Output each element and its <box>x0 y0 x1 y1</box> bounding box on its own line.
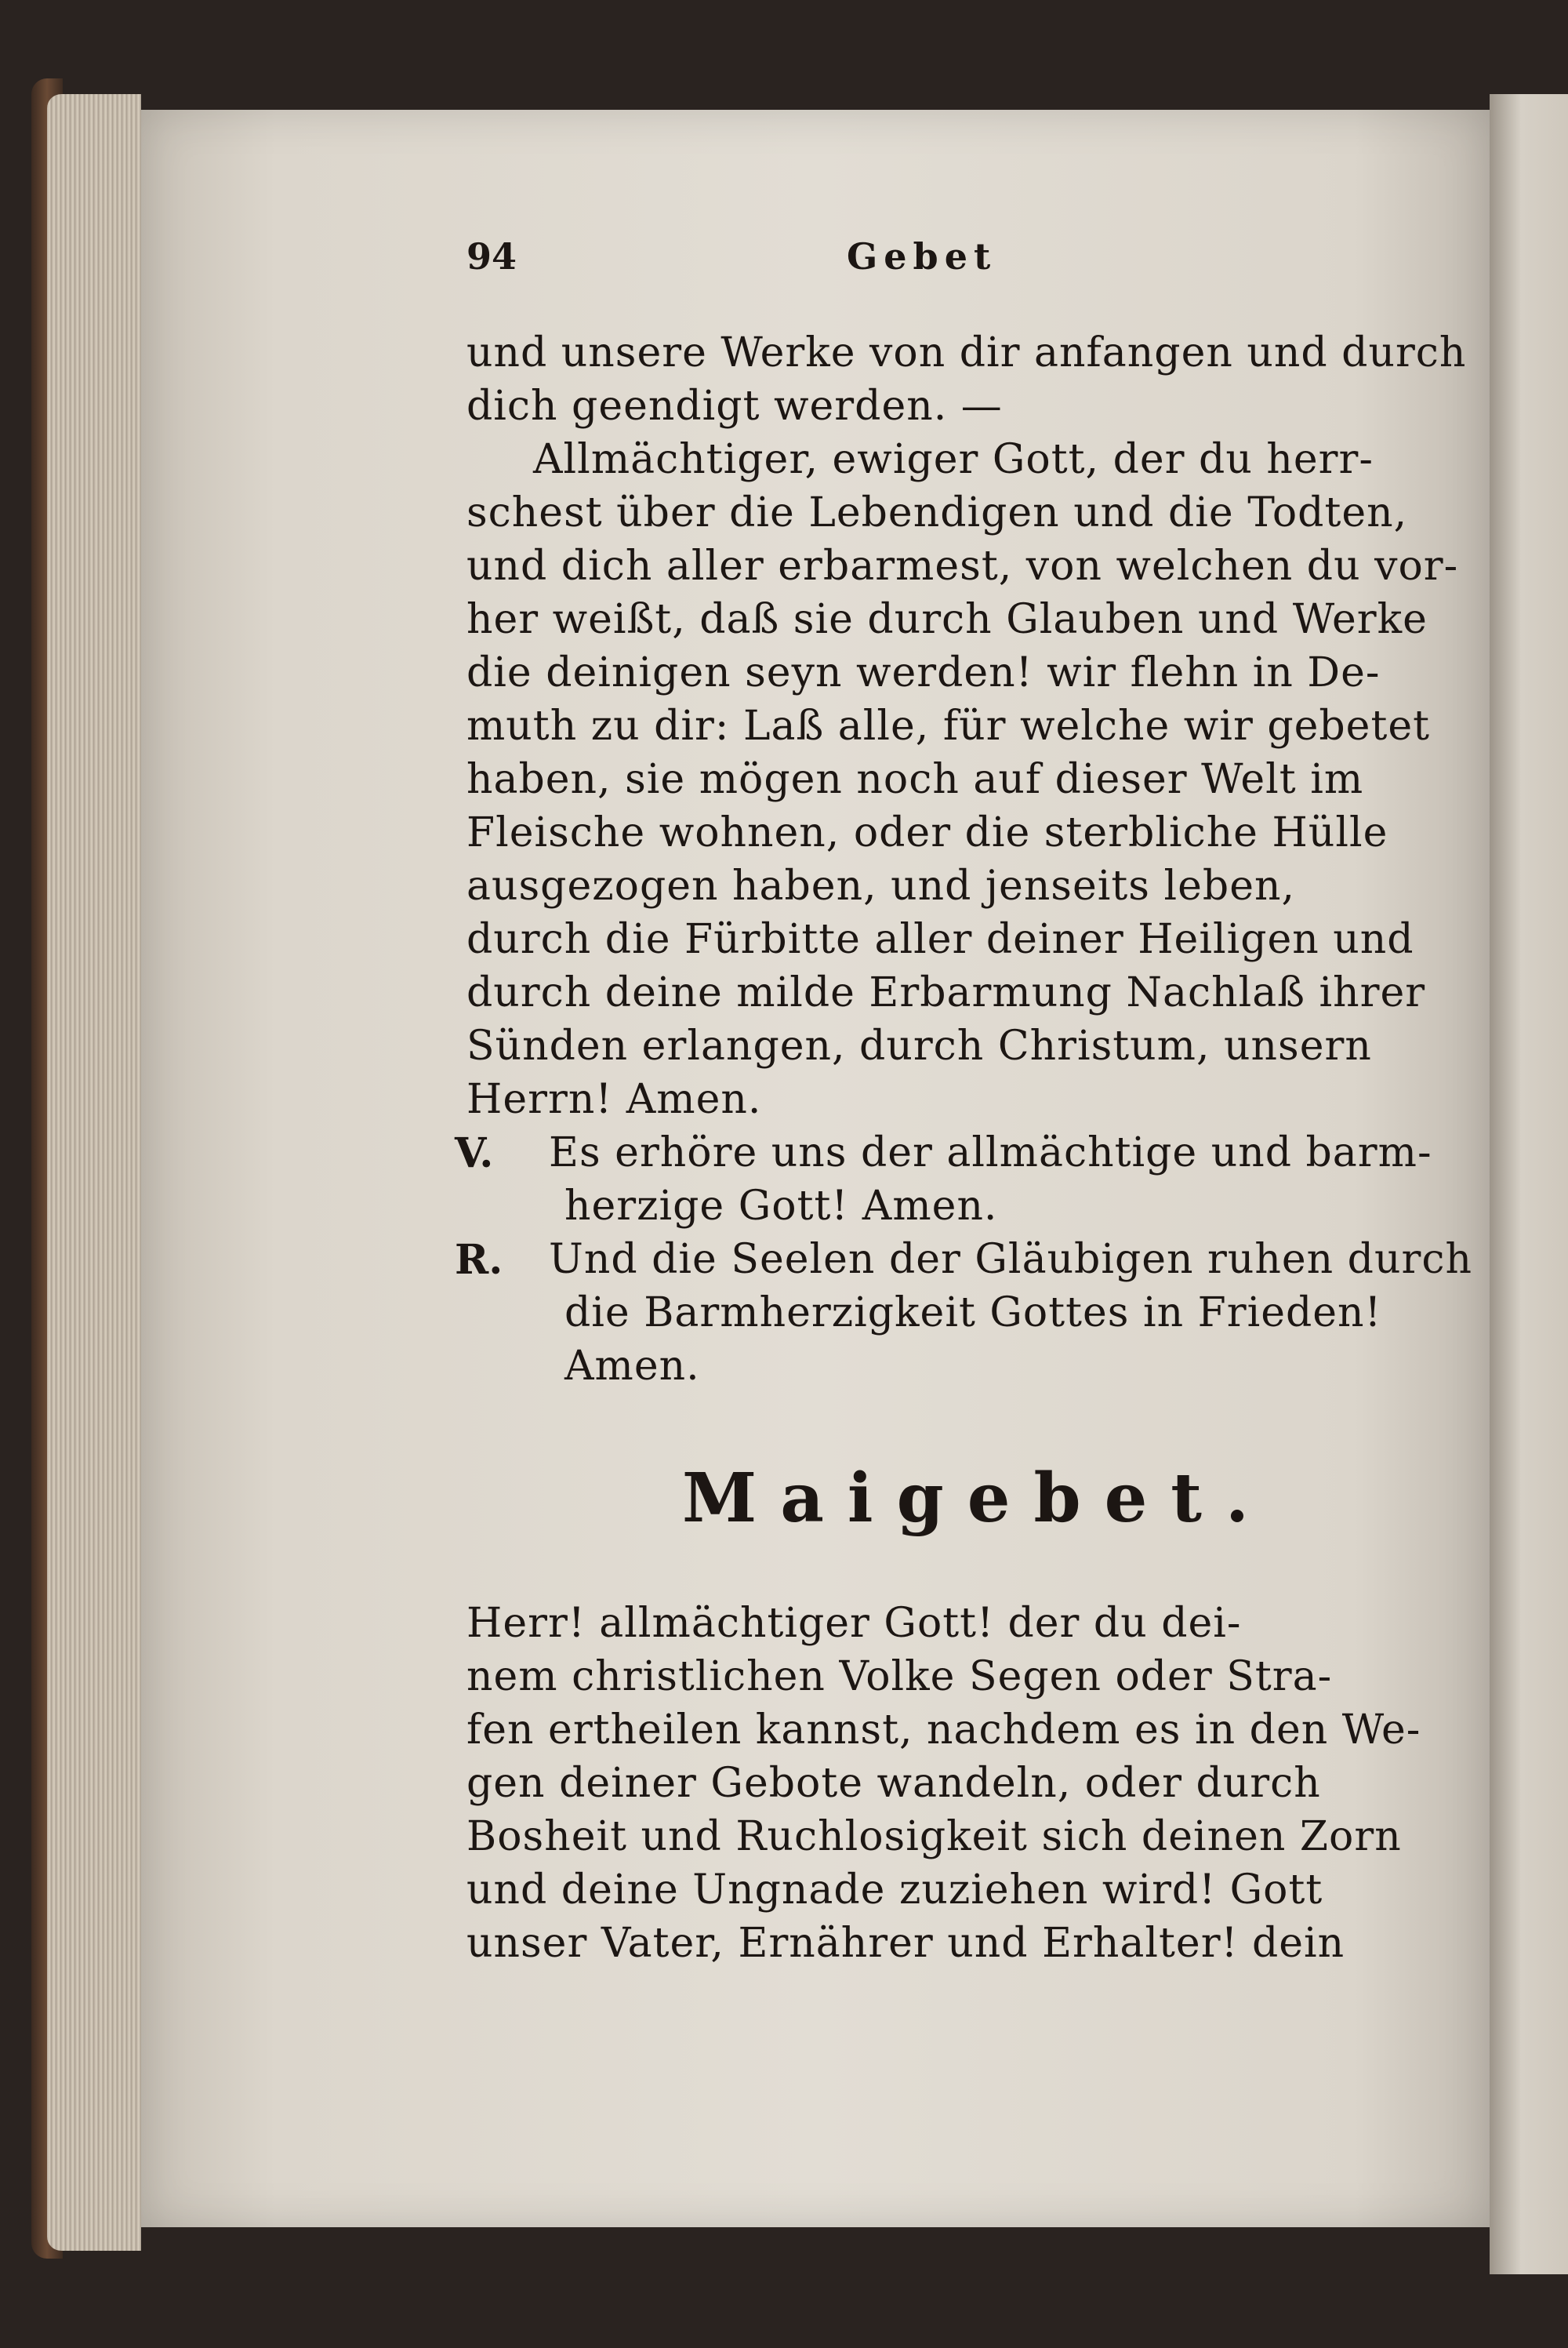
versicle-mark: V. <box>455 1129 494 1177</box>
text-line: haben, sie mögen noch auf dieser Welt im <box>466 756 1364 803</box>
text-line: ausgezogen haben, und jenseits leben, <box>466 863 1295 910</box>
text-line: Es erhöre uns der allmächtige und barm- <box>549 1129 1432 1176</box>
text-line: Fleische wohnen, oder die sterbliche Hülle <box>466 809 1388 856</box>
text-line: nem christlichen Volke Segen oder Stra- <box>466 1653 1333 1700</box>
text-line: Bosheit und Ruchlosigkeit sich deinen Zorn <box>466 1813 1402 1860</box>
page-edges <box>47 94 141 2251</box>
response-mark: R. <box>455 1236 503 1284</box>
text-line: her weißt, daß sie durch Glauben und Werke <box>466 596 1428 643</box>
text-line: und unsere Werke von dir anfangen und durch <box>466 329 1467 376</box>
text-line: durch die Fürbitte aller deiner Heiligen und <box>466 916 1414 963</box>
text-line: schest über die Lebendigen und die Todten, <box>466 489 1408 536</box>
running-title: Gebet <box>847 235 997 278</box>
text-line: gen deiner Gebote wandeln, oder durch <box>466 1760 1321 1807</box>
text-line: unser Vater, Ernährer und Erhalter! dein <box>466 1920 1345 1967</box>
right-page-edge <box>1490 94 1568 2274</box>
text-line: die deinigen seyn werden! wir flehn in De- <box>466 649 1381 696</box>
text-line: Und die Seelen der Gläubigen ruhen durch <box>549 1236 1472 1283</box>
text-line: Allmächtiger, ewiger Gott, der du herr- <box>533 436 1374 483</box>
text-line: die Barmherzigkeit Gottes in Frieden! <box>564 1289 1382 1336</box>
page-number: 94 <box>466 235 517 278</box>
section-title: Maigebet. <box>682 1459 1272 1538</box>
text-line: Sünden erlangen, durch Christum, unsern <box>466 1023 1372 1070</box>
text-line: herzige Gott! Amen. <box>564 1183 998 1230</box>
text-line: fen ertheilen kannst, nachdem es in den We- <box>466 1706 1421 1754</box>
text-line: Herrn! Amen. <box>466 1076 762 1123</box>
text-line: muth zu dir: Laß alle, für welche wir gebetet <box>466 703 1431 750</box>
text-line: dich geendigt werden. — <box>466 383 1003 430</box>
text-line: Herr! allmächtiger Gott! der du dei- <box>466 1600 1242 1647</box>
text-line: und deine Ungnade zuziehen wird! Gott <box>466 1866 1323 1914</box>
text-line: durch deine milde Erbarmung Nachlaß ihrer <box>466 969 1426 1016</box>
text-line: und dich aller erbarmest, von welchen du vor- <box>466 543 1459 590</box>
text-line: Amen. <box>564 1343 700 1390</box>
